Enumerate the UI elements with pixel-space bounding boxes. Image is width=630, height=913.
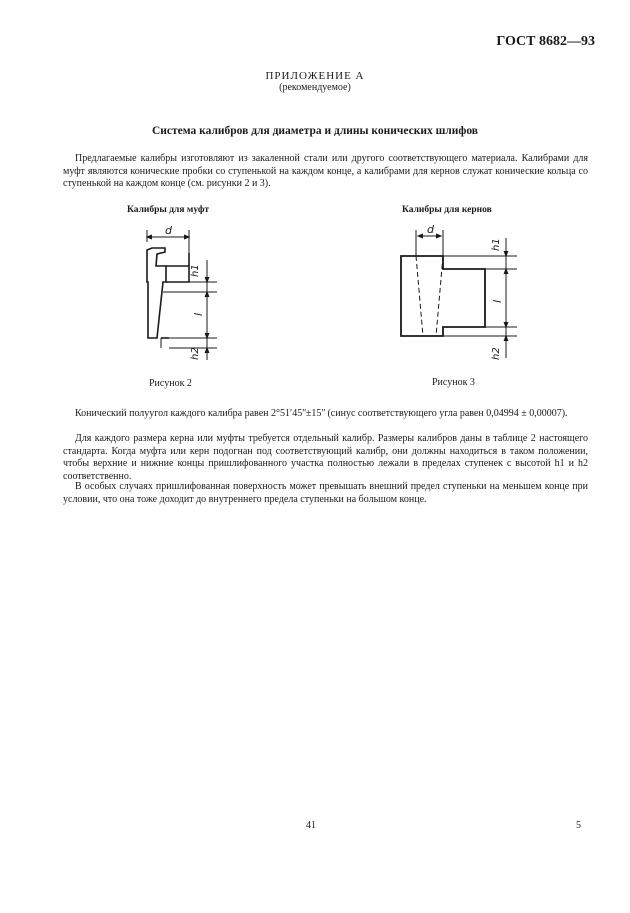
- paragraph-half-angle: Конический полуугол каждого калибра равен 2°51ʹ45ʺ±15ʺ (синус соответствующего угла равен 0,04994 ± 0,00007).: [75, 408, 568, 419]
- fig2-label-d: d: [165, 224, 172, 237]
- appendix-title: ПРИЛОЖЕНИЕ А: [265, 70, 365, 82]
- page-number-right: 5: [576, 820, 581, 831]
- fig2-label-h1: h1: [190, 264, 201, 277]
- section-title: Система калибров для диаметра и длины конических шлифов: [151, 125, 479, 137]
- figure2-title: Калибры для муфт: [127, 205, 210, 215]
- page-number-center: 41: [306, 820, 316, 831]
- standard-number: ГОСТ 8682—93: [496, 34, 595, 49]
- fig3-label-h1: h1: [491, 238, 502, 251]
- fig2-label-l: l: [192, 312, 205, 316]
- fig3-label-d: d: [427, 223, 434, 236]
- paragraph-special-cases: В особых случаях пришлифованная поверхность может превышать внешний предел ступеньки на меньшем конце при условии, что она тоже доходит до внутреннего предела ступеньки на большом конце.: [63, 481, 588, 505]
- figure2-caption: Рисунок 2: [149, 378, 192, 389]
- figure3-drawing: [395, 218, 525, 368]
- fig3-label-l: l: [491, 299, 504, 303]
- figure3-caption: Рисунок 3: [432, 377, 475, 388]
- appendix-subtitle: (рекомендуемое): [279, 82, 351, 93]
- figure3-title: Калибры для кернов: [402, 205, 492, 215]
- paragraph-gauge-size: Для каждого размера керна или муфты требуется отдельный калибр. Размеры калибров даны в таблице 2 настоящего стандарта. Когда муфта или керн подогнан под соответствующий калибр, они должны находиться в таком положении, чтобы верхние и нижние концы пришлифованного участка полностью лежали в пределах ступенек с высотой h1 и h2 соответственно.: [63, 433, 588, 482]
- fig2-label-h2: h2: [190, 347, 201, 360]
- fig3-label-h2: h2: [491, 347, 502, 360]
- paragraph-intro: Предлагаемые калибры изготовляют из закаленной стали или другого соответствующего материала. Калибрами для муфт являются конические пробки со ступенькой на каждом конце, а калибрами для кернов служат конические кольца со ступенькой на каждом конце (см. рисунки 2 и 3).: [63, 153, 588, 189]
- figure2-drawing: [125, 220, 235, 370]
